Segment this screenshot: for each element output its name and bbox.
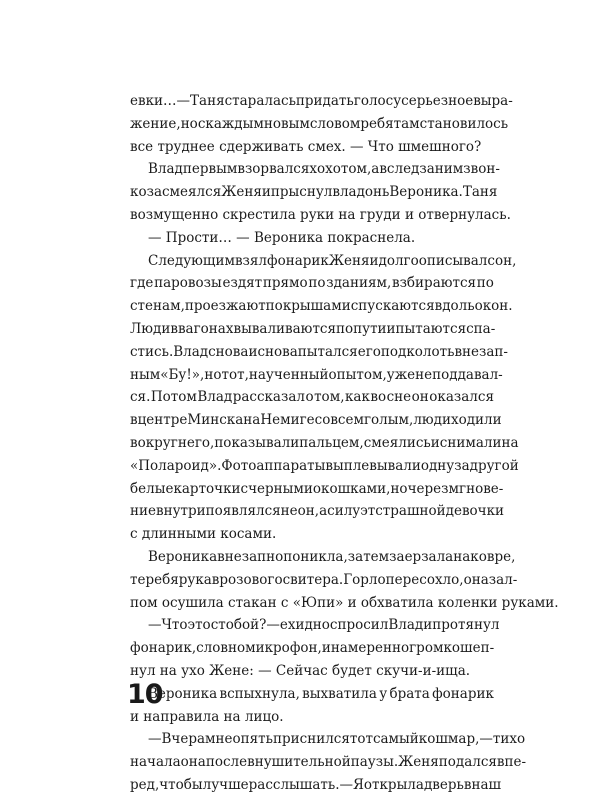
page-number: 10 xyxy=(127,679,163,710)
text-line: начала она после внушительной паузы. Женя подался впе- xyxy=(130,754,527,771)
text-line: стенам, проезжают по крышам и спускаются вдоль окон. xyxy=(130,298,513,315)
text-line: — Что это с тобой? — ехидно спросил Влад и протянул xyxy=(148,617,500,634)
text-line: — Прости… — Вероника покраснела. xyxy=(148,229,416,246)
text-line: ред, чтобы лучше расслышать. — Я открыла дверь в наш xyxy=(130,776,502,793)
text-line: Следующим взял фонарик Женя и долго описывал сон, xyxy=(148,252,517,269)
text-line: где паровозы ездят прямо по зданиям, взбираются по xyxy=(130,275,494,292)
text-line: и направила на лицо. xyxy=(130,708,284,725)
text-line: все труднее сдерживать смех. — Что шмешного? xyxy=(130,138,482,155)
text-line: — Вчера мне опять приснился тот самый кошмар, — тихо xyxy=(148,731,526,748)
text-line: Люди в вагонах вываливаются по пути и пытаются спа- xyxy=(130,320,496,337)
text-line: евки… — Таня старалась придать голосу серьезное выра- xyxy=(130,93,513,109)
text-line: ся. Потом Влад рассказал о том, как во сне он оказался xyxy=(130,389,494,406)
text-line: фонарик, словно микрофон, и намеренно громко шеп- xyxy=(130,640,495,657)
text-line: белые карточки с черными окошками, но через мгнове- xyxy=(130,480,504,497)
text-line: вокруг него, показывали пальцем, смеялись и снимали на xyxy=(130,434,519,451)
text-line: Вероника вспыхнула, выхватила у брата фонарик xyxy=(148,685,494,702)
text-line: возмущенно скрестила руки на груди и отвернулась. xyxy=(130,206,511,223)
text-line: Влад первым взорвался хохотом, а вслед за ним звон- xyxy=(148,161,500,178)
text-line: нул на ухо Жене: — Сейчас будет скучи-и-ища. xyxy=(130,662,471,679)
text-line: «Полароид». Фотоаппараты выплевывали одну за другой xyxy=(130,457,519,474)
text-line: стись. Влад снова и снова пытался его подколоть внезап- xyxy=(130,343,508,360)
text-line: теребя рукав розового свитера. Горло пересохло, она зал- xyxy=(130,571,518,588)
text-line: жение, но с каждым новым словом ребятам становилось xyxy=(130,115,509,132)
text-line: ко засмеялся Женя и прыснул в ладонь Вероника. Таня xyxy=(130,184,498,201)
body-text xyxy=(130,90,559,797)
text-line: пом осушила стакан с «Юпи» и обхватила коленки руками. xyxy=(130,594,559,611)
text-line: в центре Минска на Немиге совсем голым, люди ходили xyxy=(130,412,502,429)
text-line: ным «Бу!», но тот, наученный опытом, уже не поддавал- xyxy=(130,366,503,383)
text-line: Вероника внезапно поникла, затем заерзала на ковре, xyxy=(148,548,516,565)
text-line: с длинными косами. xyxy=(130,526,277,543)
text-line: ние внутри появлялся не он, а силуэт страшной девочки xyxy=(130,503,505,520)
